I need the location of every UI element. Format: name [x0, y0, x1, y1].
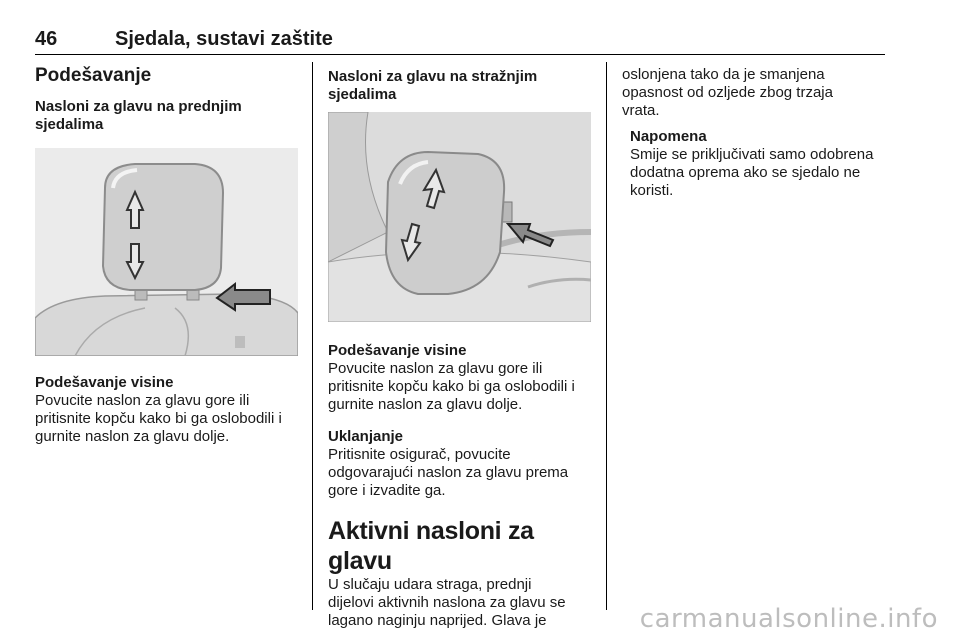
column-divider — [312, 62, 313, 610]
active-line: lagano naginju naprijed. Glava je — [328, 612, 547, 629]
caption-title: Podešavanje visine — [35, 374, 174, 391]
column-3 — [622, 66, 897, 200]
caption-line: gurnite naslon za glavu dolje. — [328, 396, 523, 413]
note-line: dodatna oprema ako se sjedalo ne — [630, 164, 861, 181]
caption-line: pritisnite kopču kako bi ga oslobodili i — [35, 410, 282, 427]
removal-title: Uklanjanje — [328, 428, 404, 445]
subsection-title: sjedalima — [328, 86, 397, 103]
section-title: Podešavanje — [35, 65, 152, 86]
column-2-body — [328, 342, 593, 630]
front-headrest-illustration — [35, 148, 298, 356]
note-line: Smije se priključivati samo odobrena — [630, 146, 874, 163]
continued-line: opasnost od ozljede zbog trzaja — [622, 84, 833, 101]
caption-line: gurnite naslon za glavu dolje. — [35, 428, 230, 445]
removal-line: Pritisnite osigurač, povucite — [328, 446, 511, 463]
column-1-caption — [35, 374, 300, 446]
caption-line: pritisnite kopču kako bi ga oslobodili i — [328, 378, 575, 395]
subsection-title: sjedalima — [35, 116, 104, 133]
continued-line: oslonjena tako da je smanjena — [622, 66, 825, 83]
page-number: 46 — [35, 28, 58, 50]
note-line: koristi. — [630, 182, 674, 199]
removal-line: odgovarajući naslon za glavu prema — [328, 464, 569, 481]
rear-headrest-illustration — [328, 112, 591, 322]
subsection-title: Nasloni za glavu na prednjim — [35, 98, 242, 115]
caption-title: Podešavanje visine — [328, 342, 467, 359]
removal-line: gore i izvadite ga. — [328, 482, 446, 499]
active-headrests-title: Aktivni nasloni za glavu — [328, 517, 534, 575]
column-1 — [35, 64, 300, 134]
note-box — [622, 128, 897, 200]
caption-line: Povucite naslon za glavu gore ili — [35, 392, 250, 409]
note-title: Napomena — [630, 128, 707, 145]
active-line: dijelovi aktivnih naslona za glavu se — [328, 594, 566, 611]
chapter-title: Sjedala, sustavi zaštite — [115, 28, 333, 50]
column-divider — [606, 62, 607, 610]
column-2 — [328, 68, 593, 104]
page-header — [35, 28, 885, 55]
subsection-title: Nasloni za glavu na stražnjim — [328, 68, 538, 85]
watermark: carmanualsonline.info — [639, 604, 938, 634]
continued-line: vrata. — [622, 102, 660, 119]
active-line: U slučaju udara straga, prednji — [328, 576, 532, 593]
caption-line: Povucite naslon za glavu gore ili — [328, 360, 543, 377]
